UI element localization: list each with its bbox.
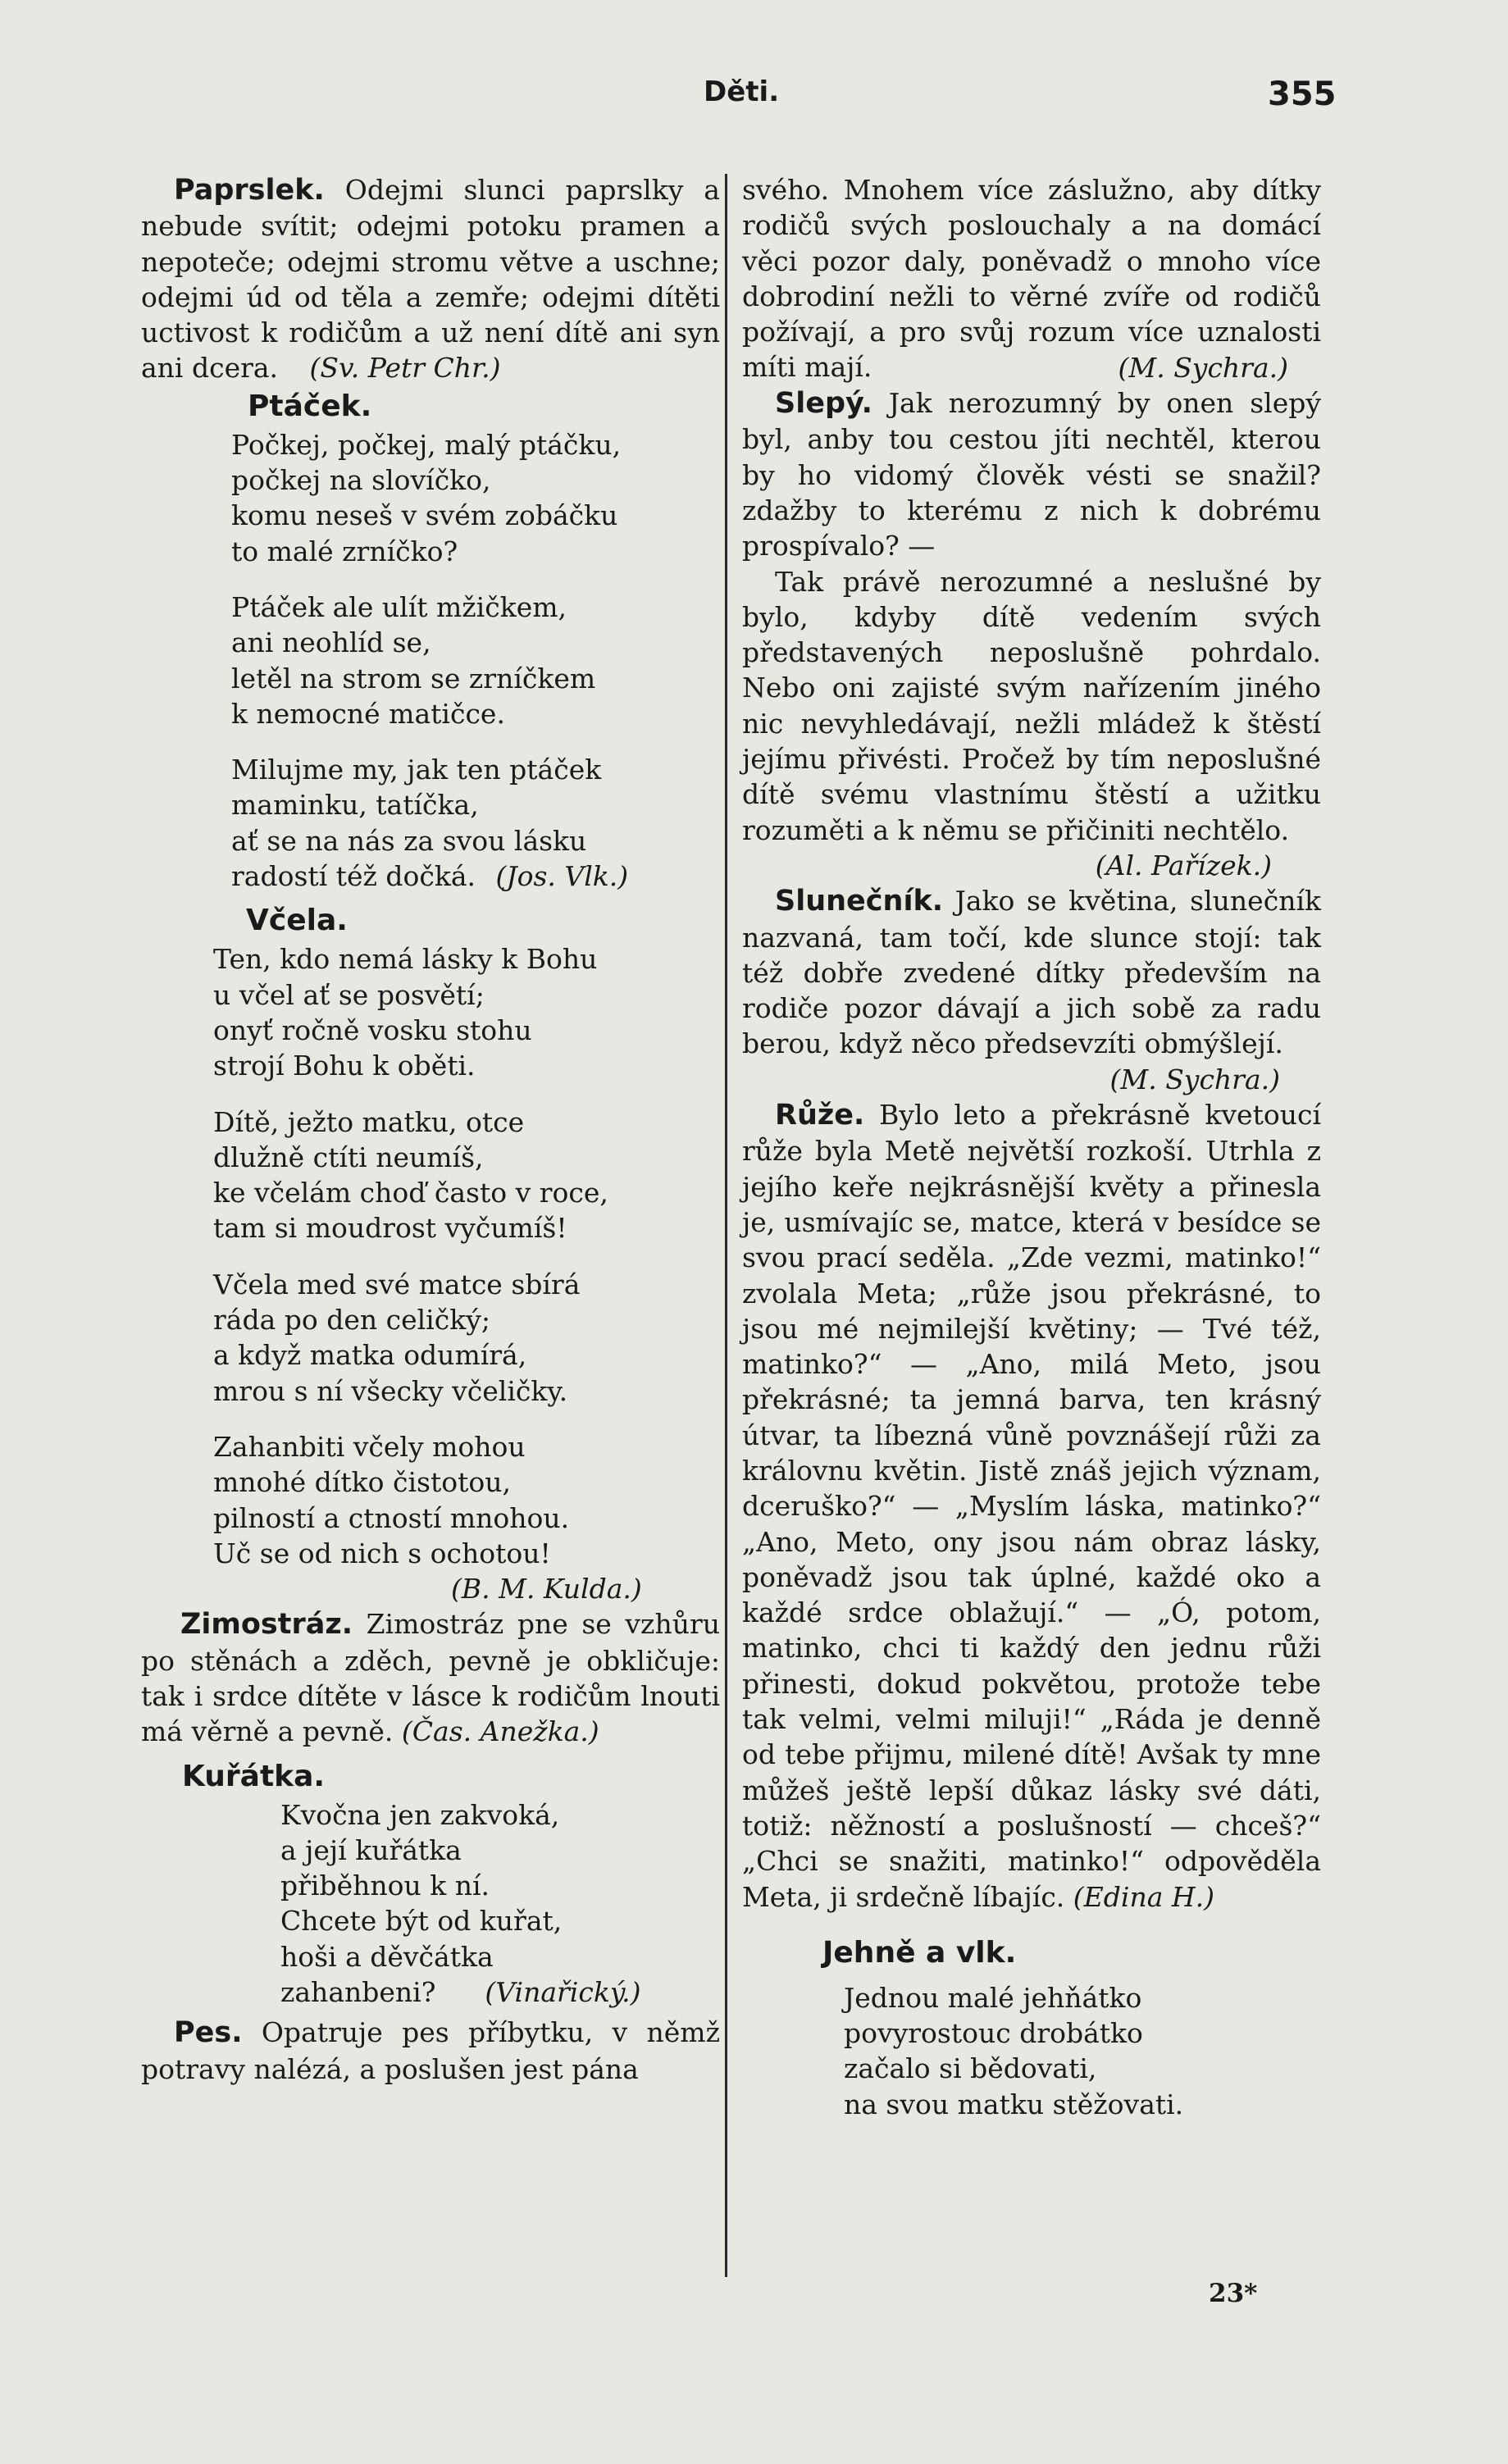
stanza — [213, 1104, 720, 1246]
verse-line: u včel ať se posvětí; — [213, 978, 485, 1011]
verse-line: povyrostouc drobátko — [844, 2017, 1143, 2050]
verse-line: strojí Bohu k oběti. — [213, 1050, 476, 1082]
entry-slepy-paragraph: Tak právě nerozumné a neslušné by bylo, kdyby dítě vedením svých představených neposlušně pohrdalo. Nebo oni zajisté svým nařízením jiného nic nevyhledávají, nežli mládež k štěstí jejímu přivésti. Pročež by tím neposlušné dítě svému vlastnímu štěstí a užitku rozuměti a k němu se přičiniti nechtělo. — [742, 565, 1321, 846]
verse-line: mrou s ní všecky včeličky. — [213, 1374, 568, 1407]
entry-keyword: Slunečník. — [775, 885, 944, 918]
entry-slunecnik — [742, 883, 1321, 1061]
running-title: Děti. — [704, 75, 780, 108]
verse-line: Včela med své matce sbírá — [213, 1268, 581, 1300]
poem-author: (Jos. Vlk.) — [495, 860, 629, 893]
poem-vcela — [213, 941, 720, 1606]
verse-line: k nemocné matičce. — [231, 697, 505, 730]
entry-slepy — [742, 385, 1321, 563]
verse-line: dlužně ctíti neumíš, — [213, 1141, 484, 1173]
verse-line: letěl na strom se zrníčkem — [231, 662, 596, 695]
verse-line: počkej na slovíčko, — [231, 464, 491, 497]
entry-text: Bylo leto a překrásně kvetoucí růže byla Metě největší rozkoší. Utrhla z jejího keře nejkrásnější květy a přinesla je, usmívajíc se, matce, která v besídce se svou prací seděla. „Zde vezmi, matinko!“ zvolala Meta; „růže jsou překrásné, to jsou mé nejmilejší květiny; — Tvé též, matinko?“ — „Ano, milá Meto, jsou překrásné; ta jemná barva, ten krásný útvar, ta líbezná vůně povznášejí růži za královnu květin. Jistě znáš jejich význam, dceruško?“ — „Myslím láska, matinko?“ „Ano, Meto, ony jsou nám obraz lásky, poněvadž jsou tak úplné, každé oko a každé srdce oblažují.“ — „Ó, potom, matinko, chci ti každý den jednu růži přinesti, dokud pokvětou, protože tebe tak velmi, velmi miluji!“ „Ráda je denně od tebe přijmu, milené dítě! Avšak ty mne můžeš ještě lepší důkaz lásky své dáti, totiž: něžností a poslušností — chceš?“ „Chci se snažiti, matinko!“ odpověděla Meta, ji srdečně líbajíc. — [742, 1099, 1321, 1913]
entry-keyword: Pes. — [174, 2016, 243, 2050]
verse-line: Kvočna jen zakvoká, — [280, 1798, 560, 1831]
verse-line: ani neohlíd se, — [231, 626, 431, 659]
entry-ruze — [742, 1097, 1321, 1915]
verse-line: a když matka odumírá, — [213, 1339, 527, 1372]
entry-pes — [141, 2015, 720, 2087]
verse-line: a její kuřátka — [280, 1833, 462, 1866]
stanza — [213, 1267, 720, 1409]
poem-title-ptacek: Ptáček. — [248, 389, 372, 423]
entry-keyword: Slepý. — [775, 387, 872, 421]
verse-text: radostí též dočká. — [231, 860, 476, 893]
verse-line: ráda po den celičký; — [213, 1304, 490, 1337]
verse-line: pilností a ctností mnohou. — [213, 1501, 570, 1534]
page-number: 355 — [1268, 75, 1337, 113]
verse-line: to malé zrníčko? — [231, 535, 458, 567]
entry-author: (M. Sychra.) — [1118, 351, 1288, 384]
poem-title-jehne: Jehně a vlk. — [822, 1935, 1017, 1970]
verse-line: maminku, tatíčka, — [231, 789, 479, 822]
verse-line: na svou matku stěžovati. — [844, 2088, 1184, 2120]
entry-author: (Čas. Anežka.) — [401, 1715, 599, 1748]
entry-keyword: Růže. — [775, 1099, 865, 1132]
verse-line: Ten, kdo nemá lásky k Bohu — [213, 943, 598, 976]
poem-title-vcela: Včela. — [246, 904, 348, 938]
verse-line: ať se na nás za svou lásku — [231, 824, 587, 857]
entry-text: svého. Mnohem více záslužno, aby dítky rodičů svých poslouchaly a na domácí věci pozor daly, poněvadž o mnoho více dobrodiní nežli to věrné zvíře od rodičů požívají, a pro svůj rozum více uznalosti míti mají. — [742, 174, 1321, 384]
entry-text: Jako se květina, slunečník nazvaná, tam točí, kde slunce stojí: tak též dobře zvedené dítky především na rodiče pozor dávají a jich sobě za radu berou, když něco předsevzíti obmýšlejí. — [742, 885, 1321, 1060]
stanza — [231, 752, 720, 894]
entry-author: (M. Sychra.) — [1109, 1063, 1280, 1095]
printer-signature: 23* — [1209, 2279, 1258, 2308]
verse-line: začalo si bědovati, — [844, 2052, 1097, 2085]
left-column — [141, 172, 720, 2087]
verse-line: onyť ročně vosku stohu — [213, 1013, 532, 1046]
poem-kuratka — [280, 1797, 720, 2011]
verse-line: Uč se od nich s ochotou! — [213, 1537, 551, 1569]
verse-line: mnohé dítko čistotou, — [213, 1466, 511, 1499]
entry-text: Zimostráz pne se vzhůru po stěnách a zděch, pevně je obkličuje: tak i srdce dítěte v lásce k rodičům lnouti má věrně a pevně. — [141, 1608, 720, 1748]
poem-jehne — [844, 1980, 1321, 2122]
stanza — [213, 1429, 720, 1606]
entry-author: (Edina H.) — [1073, 1880, 1214, 1913]
verse-line: Milujme my, jak ten ptáček — [231, 754, 602, 786]
poem-author: (Vinařický.) — [485, 1976, 641, 2009]
verse-line: komu neseš v svém zobáčku — [231, 499, 618, 532]
entry-author: (Sv. Petr Chr.) — [309, 352, 501, 385]
verse-line: Chcete být od kuřat, — [280, 1905, 563, 1938]
poem-ptacek — [231, 427, 720, 895]
entry-text: Jak nerozumný by onen slepý byl, anby tou cestou jíti nechtěl, kterou by ho vidomý člověk vésti se snažil? zdažby to kterému z nich k dobrému prospívalo? — — [742, 387, 1321, 562]
verse-line: přiběhnou k ní. — [280, 1870, 490, 1902]
entry-author: (Al. Pařízek.) — [1095, 849, 1272, 881]
stanza — [213, 941, 720, 1083]
verse-text: zahanbeni? — [280, 1976, 436, 2009]
column-divider — [725, 174, 727, 2277]
verse-line: Ptáček ale ulít mžičkem, — [231, 590, 567, 623]
verse-line — [231, 859, 720, 894]
verse-line: tam si moudrost vyčumíš! — [213, 1212, 567, 1245]
poem-title-kuratka: Kuřátka. — [182, 1759, 326, 1793]
verse-line: hoši a děvčátka — [280, 1940, 494, 1973]
verse-line: Dítě, ježto matku, otce — [213, 1105, 525, 1138]
stanza — [231, 590, 720, 731]
entry-paprslek — [141, 172, 720, 386]
entry-keyword: Zimostráz. — [180, 1608, 353, 1642]
right-column — [742, 172, 1321, 2122]
verse-line: Zahanbiti včely mohou — [213, 1430, 526, 1463]
verse-line: ke včelám choď často v roce, — [213, 1177, 608, 1209]
entry-zimostraz — [141, 1606, 720, 1749]
poem-author: (B. M. Kulda.) — [451, 1573, 642, 1605]
verse-line: Počkej, počkej, malý ptáčku, — [231, 428, 622, 461]
entry-text: Opatruje pes příbytku, v němž potravy nalézá, a poslušen jest pána — [141, 2016, 720, 2085]
verse-line: Jednou malé jehňátko — [844, 1981, 1142, 2014]
entry-keyword: Paprslek. — [174, 174, 325, 207]
stanza — [231, 427, 720, 569]
verse-line — [280, 1974, 720, 2010]
entry-text: Odejmi slunci paprslky a nebude svítit; odejmi potoku pramen a nepoteče; odejmi stromu větve a uschne; odejmi úd od těla a zemře; odejmi dítěti uctivost k rodičům a už není dítě ani syn ani dcera. — [141, 174, 720, 385]
